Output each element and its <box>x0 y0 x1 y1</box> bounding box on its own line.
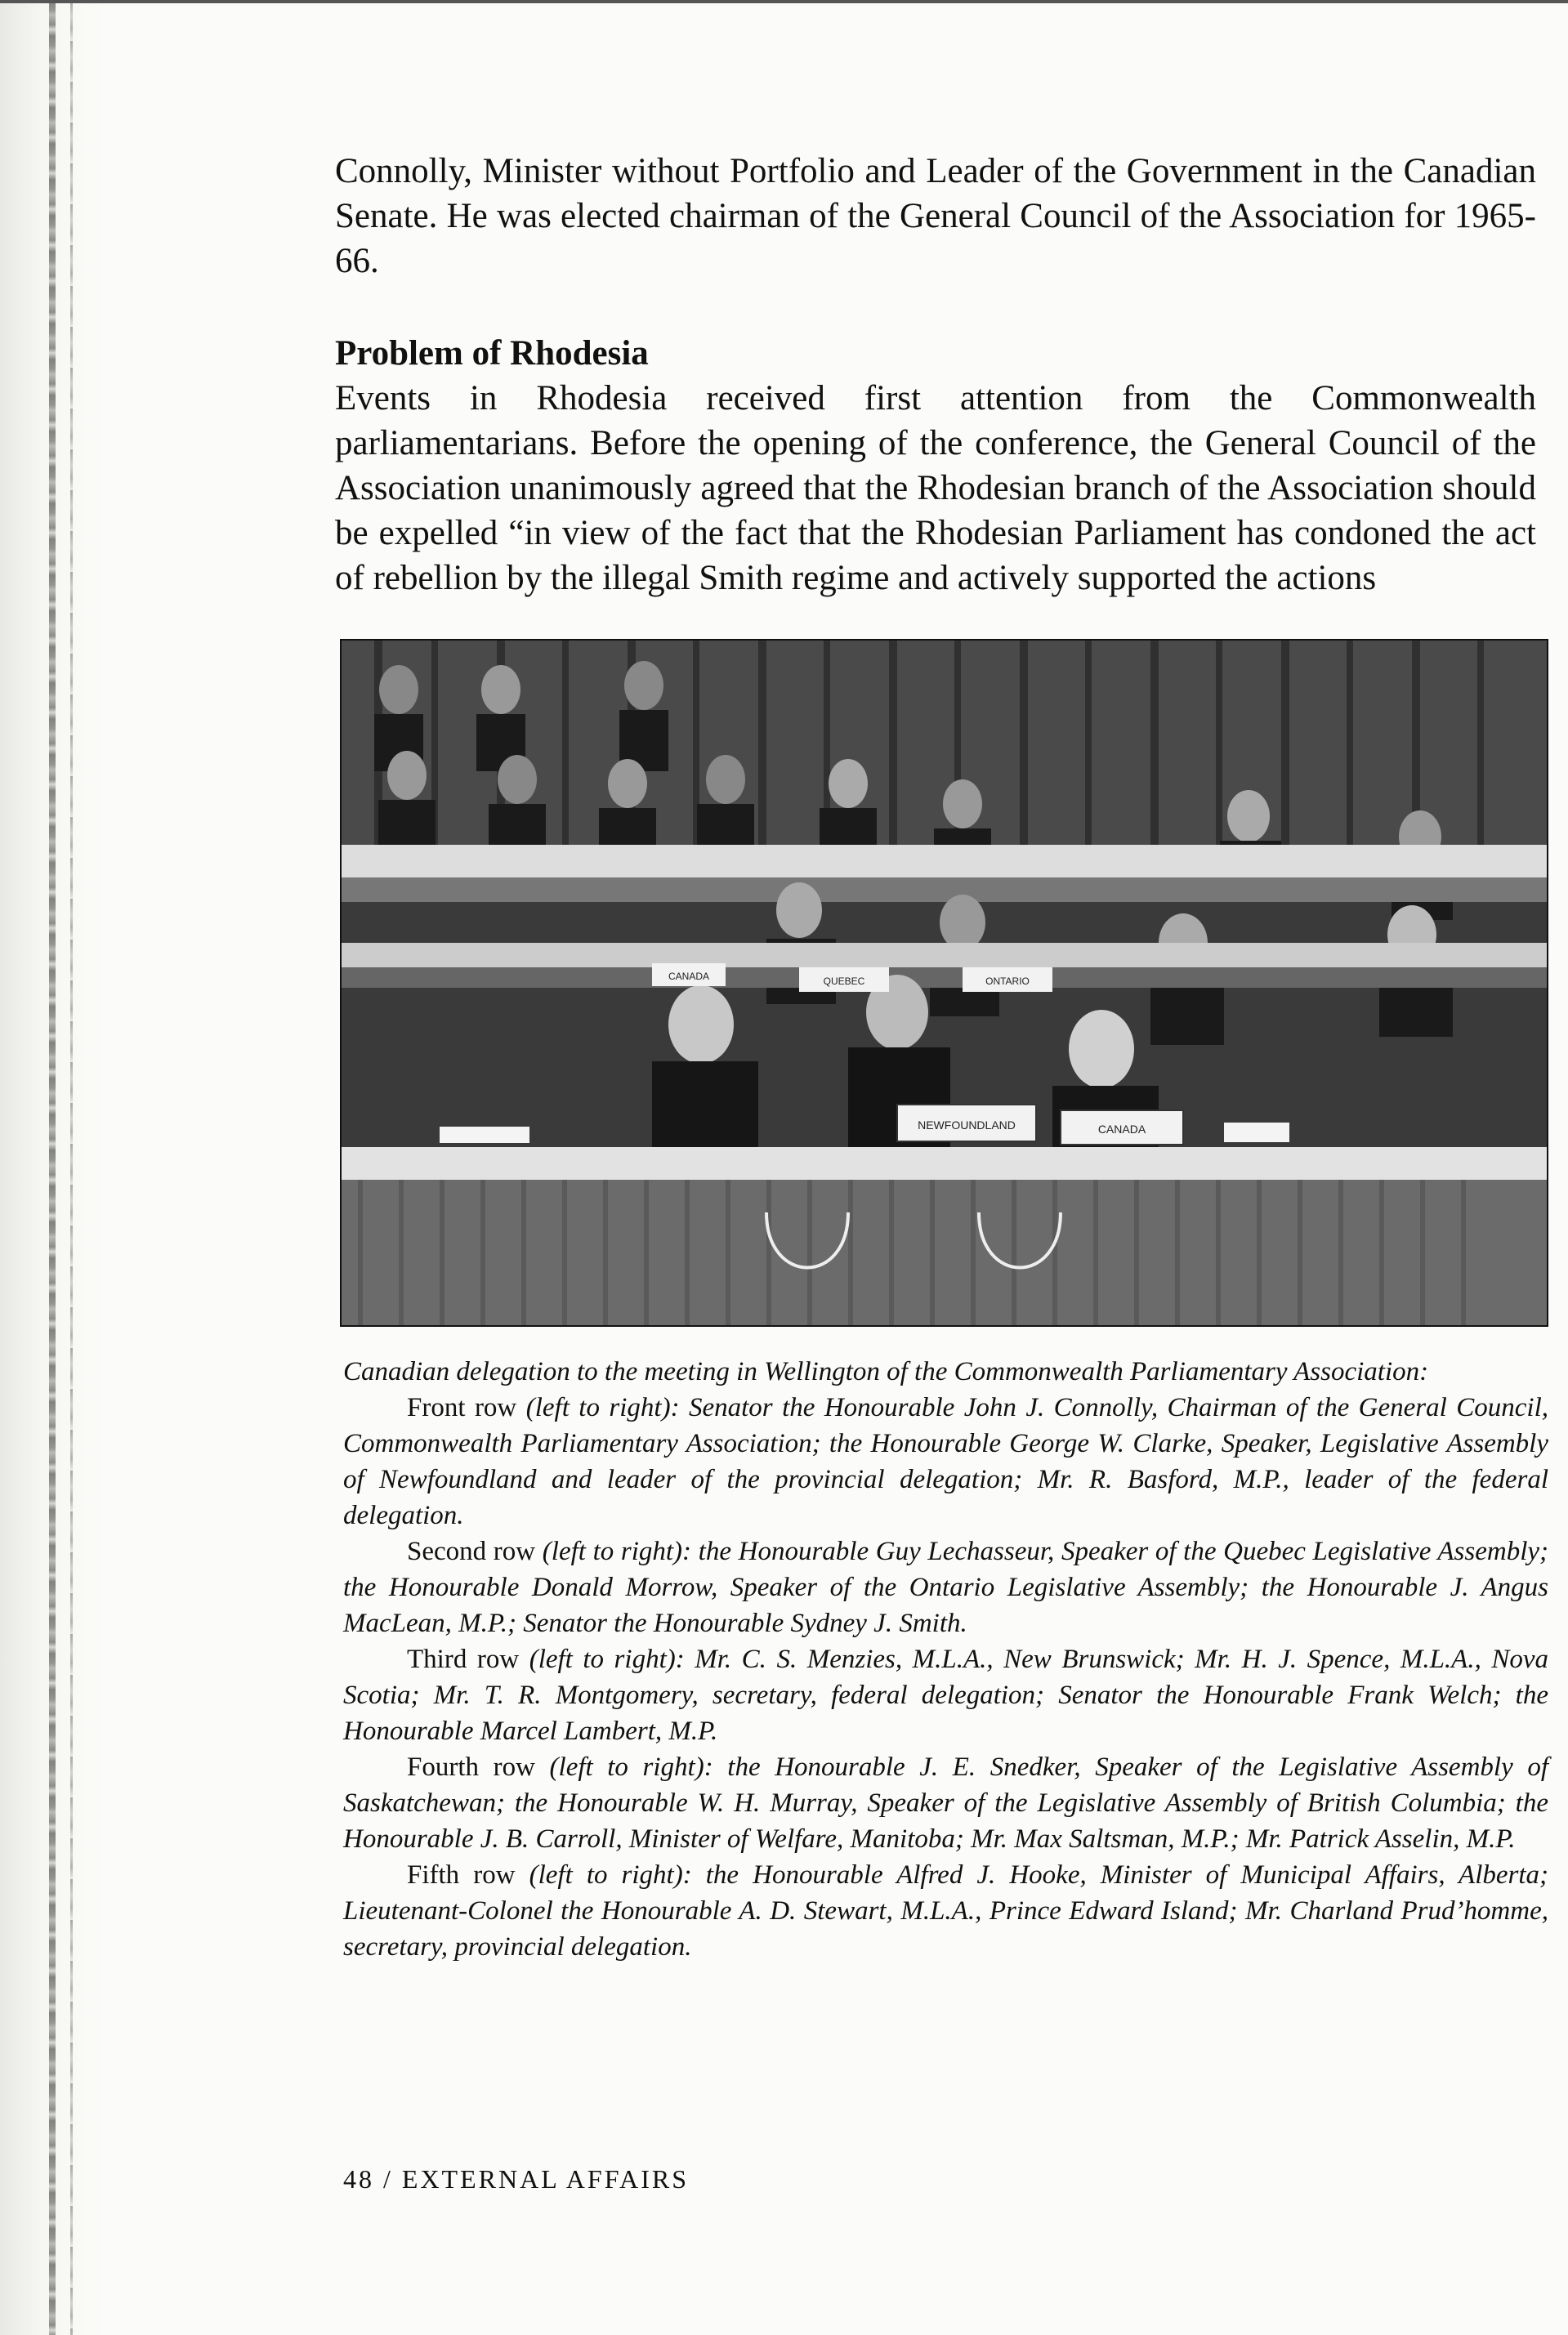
caption-third-row <box>343 1641 1548 1749</box>
caption-second-row <box>343 1534 1548 1641</box>
caption-row-text: (left to right): Mr. C. S. Menzies, M.L.A., New Brunswick; Mr. H. J. Spence, M.L.A., Nova Scotia; Mr. T. R. Montgomery, secretary, federal delegation; Senator the Honourable Frank Welch; the Honourable Marcel Lambert, M.P. <box>343 1645 1549 1746</box>
caption-row-label: Fourth row <box>407 1752 535 1782</box>
caption-row-label: Fifth row <box>407 1860 516 1890</box>
paragraph-continuation: Connolly, Minister without Portfolio and Leader of the Government in the Canadian Senate. He was elected chairman of the General Council of the Association for 1965-66. <box>335 152 1536 280</box>
caption-row-label: Third row <box>407 1645 520 1674</box>
caption-row-text: (left to right): the Honourable Alfred J. Hooke, Minister of Municipal Affairs, Alberta; Lieutenant-Colonel the Honourable A. D. Stewart, M.L.A., Prince Edward Island; Mr. Charland Prud’homme, secretary, provincial delegation. <box>343 1860 1549 1962</box>
caption-fourth-row <box>343 1749 1548 1857</box>
desk-sign-canada-rear: CANADA <box>668 971 710 982</box>
caption-row-text: (left to right): the Honourable J. E. Snedker, Speaker of the Legislative Assembly of Saskatchewan; the Honourable W. H. Murray, Speaker of the Legislative Assembly of British Columbia; the Honourable J. B. Carroll, Minister of Welfare, Manitoba; Mr. Max Saltsman, M.P.; Mr. Patrick Asselin, M.P. <box>343 1752 1548 1854</box>
caption-fifth-row <box>343 1857 1548 1965</box>
desk-sign-canada: CANADA <box>1097 1123 1146 1136</box>
photo-caption <box>343 1354 1548 1965</box>
top-edge-rule <box>0 0 1568 3</box>
delegation-photo <box>340 639 1548 1327</box>
caption-intro: Canadian delegation to the meeting in Wellington of the Commonwealth Parliamentary Association: <box>343 1357 1429 1386</box>
delegation-photo-illustration <box>342 641 1547 1325</box>
caption-row-text: (left to right): the Honourable Guy Lechasseur, Speaker of the Quebec Legislative Assembly; the Honourable Donald Morrow, Speaker of the Ontario Legislative Assembly; the Honourable J. Angus MacLean, M.P.; Senator the Honourable Sydney J. Smith. <box>343 1537 1549 1638</box>
caption-row-label: Front row <box>407 1393 517 1422</box>
section-heading: Problem of Rhodesia <box>335 334 649 373</box>
page-footer: 48 / EXTERNAL AFFAIRS <box>343 2164 690 2194</box>
binding-edge <box>49 0 56 2335</box>
desk-sign-quebec: QUEBEC <box>823 976 865 987</box>
caption-row-text: (left to right): Senator the Honourable John J. Connolly, Chairman of the General Council, Commonwealth Parliamentary Association; the Honourable George W. Clarke, Speaker, Legislative Assembly of Newfoundland and leader of the provincial delegation; Mr. R. Basford, M.P., leader of the federal delegation. <box>343 1393 1548 1530</box>
desk-sign-newfoundland: NEWFOUNDLAND <box>918 1118 1016 1132</box>
paragraph-rhodesia: Events in Rhodesia received first attention from the Commonwealth parliamentarians. Before the opening of the conference, the General Council of the Association unanimously agreed that the Rhodesian branch of the Association should be expelled “in view of the fact that the Rhodesian Parliament has condoned the act of rebellion by the illegal Smith regime and actively supported the actions <box>335 379 1536 597</box>
desk-sign-ontario: ONTARIO <box>985 976 1030 987</box>
binding-edge-inner <box>70 0 73 2335</box>
caption-row-label: Second row <box>407 1537 536 1566</box>
caption-front-row <box>343 1390 1548 1534</box>
